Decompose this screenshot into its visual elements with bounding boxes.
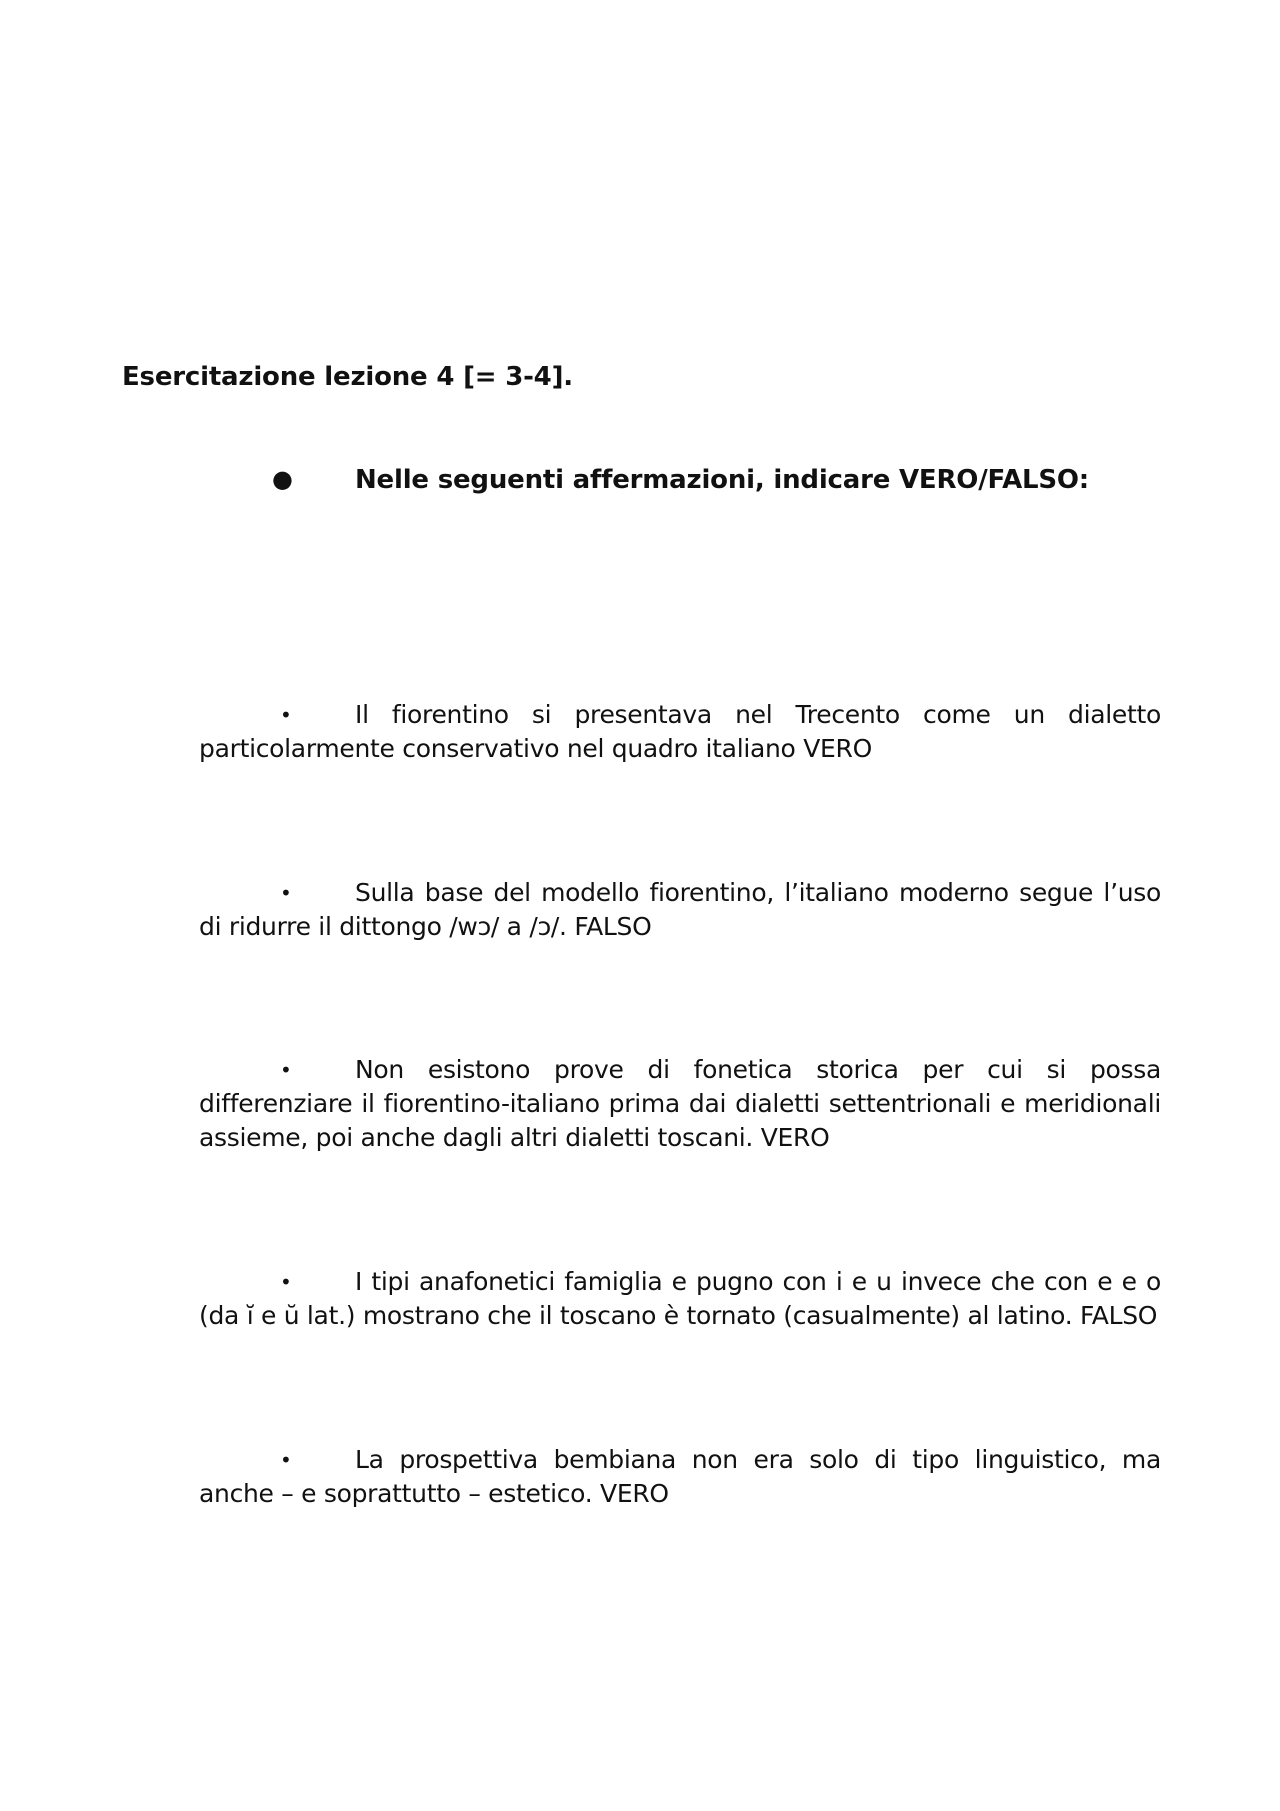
statement-text: Sulla base del modello fiorentino, l’italiano moderno segue l’uso di ridurre il dittongo /wɔ/ a /ɔ/. FALSO bbox=[199, 878, 1161, 941]
statement-text: Non esistono prove di fonetica storica per cui si possa differenziare il fiorentino-italiano prima dai dialetti settentrionali e meridionali assieme, poi anche dagli altri dialetti toscani. VERO bbox=[199, 1055, 1161, 1152]
bullet-icon: ● bbox=[272, 465, 293, 493]
statement-item bbox=[199, 1265, 1161, 1333]
bullet-icon: • bbox=[280, 1448, 292, 1472]
instruction-text: Nelle seguenti affermazioni, indicare VERO/FALSO: bbox=[355, 465, 1089, 495]
statement-item bbox=[199, 1443, 1161, 1511]
bullet-icon: • bbox=[280, 1058, 292, 1082]
statement-item bbox=[199, 876, 1161, 944]
statement-item bbox=[199, 698, 1161, 766]
bullet-icon: • bbox=[280, 881, 292, 905]
statement-text: La prospettiva bembiana non era solo di tipo linguistico, ma anche – e soprattutto – estetico. VERO bbox=[199, 1445, 1161, 1508]
statement-text: Il fiorentino si presentava nel Trecento come un dialetto particolarmente conservativo nel quadro italiano VERO bbox=[199, 700, 1161, 763]
bullet-icon: • bbox=[280, 703, 292, 727]
statement-item bbox=[199, 1053, 1161, 1155]
statement-text: I tipi anafonetici famiglia e pugno con i e u invece che con e e o (da ĭ e ŭ lat.) mostrano che il toscano è tornato (casualmente) al latino. FALSO bbox=[199, 1267, 1161, 1330]
page-title: Esercitazione lezione 4 [= 3-4]. bbox=[122, 362, 573, 392]
bullet-icon: • bbox=[280, 1270, 292, 1294]
